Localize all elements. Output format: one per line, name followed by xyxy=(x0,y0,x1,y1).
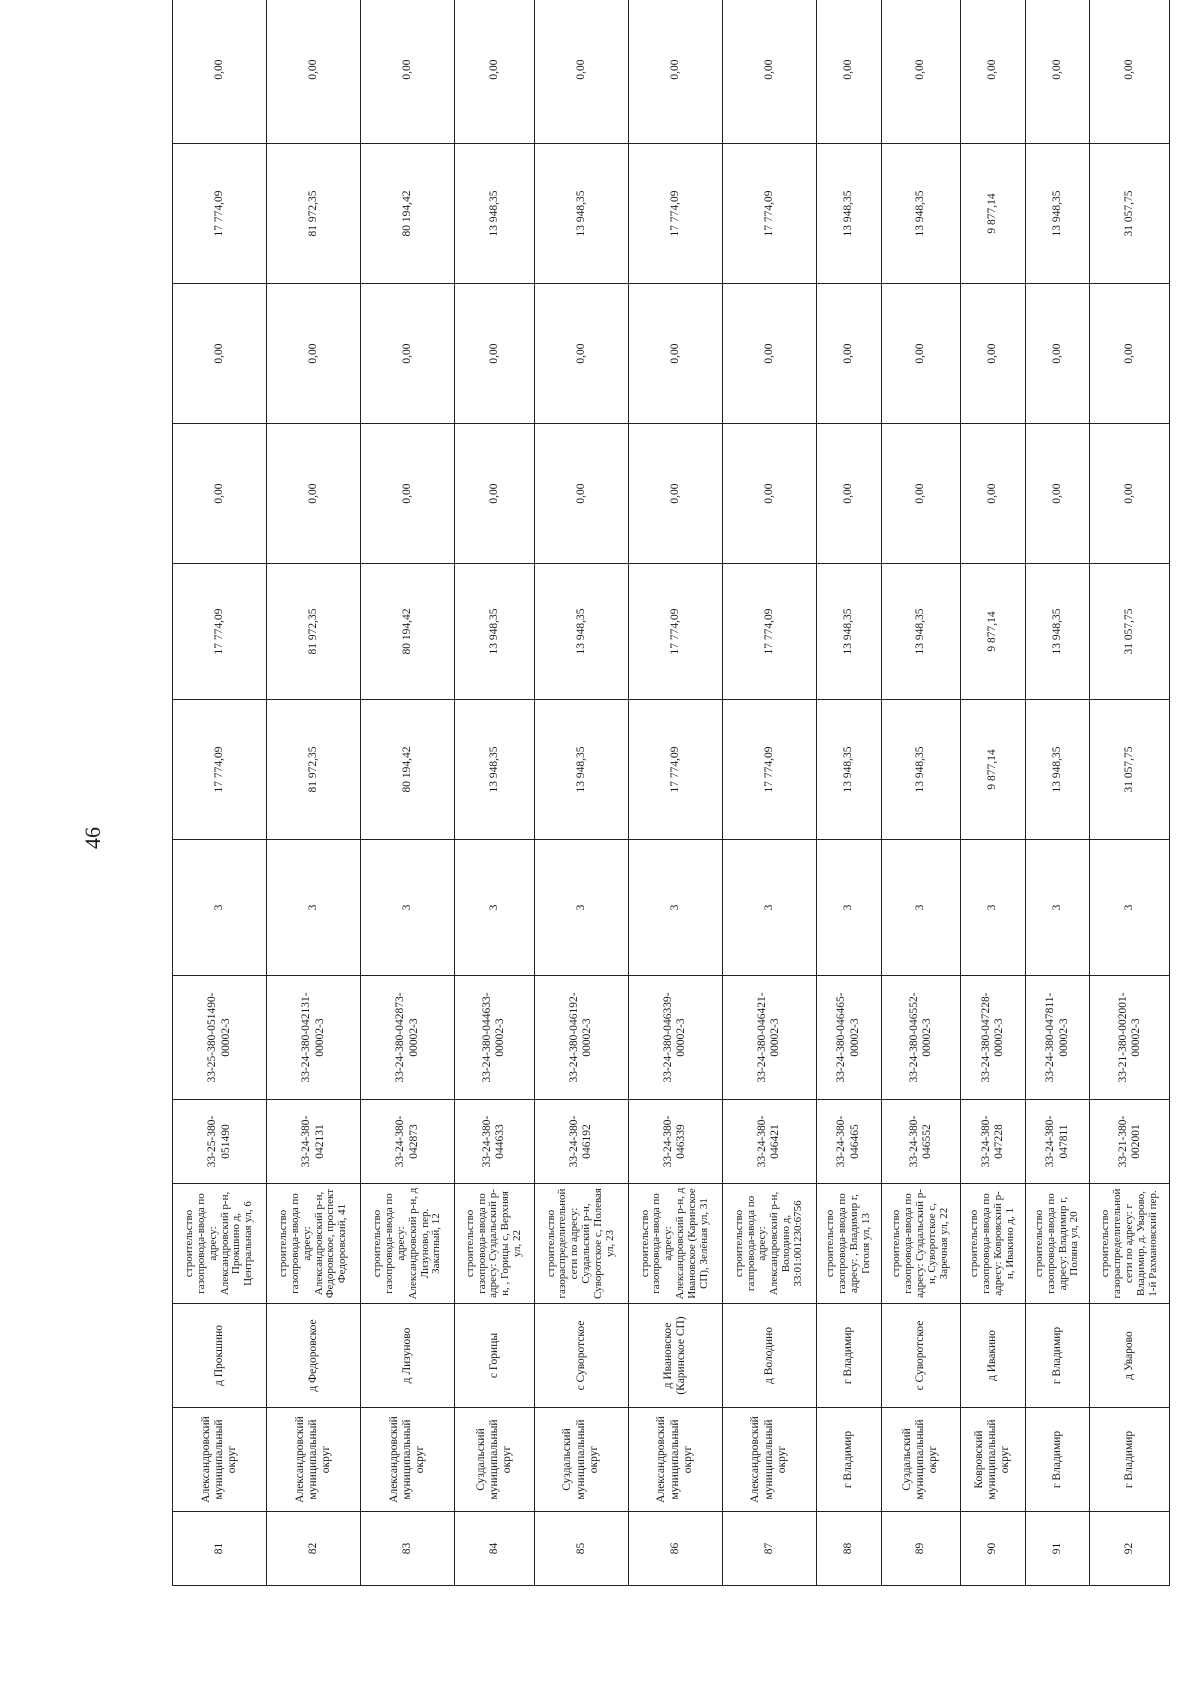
amount-total-cell: 17 774,09 xyxy=(173,700,267,840)
settlement-cell: д Володино xyxy=(722,1304,816,1408)
cadastral-code-cell: 33-25-380-051490 xyxy=(173,1100,267,1184)
amount-col2-cell: 13 948,35 xyxy=(534,564,628,700)
application-number-cell: 33-24-380-046339-00002-3 xyxy=(628,976,722,1100)
address-cell: строительство газораспределительной сети по адресу: г Владимир, д. Уварово, 1-й Рахмановский пер. xyxy=(1090,1184,1170,1304)
settlement-cell: г Владимир xyxy=(816,1304,881,1408)
category-cell: 3 xyxy=(1025,840,1090,976)
amount-col2-cell: 81 972,35 xyxy=(267,564,361,700)
row-number-cell: 82 xyxy=(267,1512,361,1586)
amount-total-cell: 13 948,35 xyxy=(1025,700,1090,840)
category-cell: 3 xyxy=(881,840,960,976)
application-number-cell: 33-24-380-047228-00002-3 xyxy=(960,976,1025,1100)
category-cell: 3 xyxy=(534,840,628,976)
amount-total-cell: 17 774,09 xyxy=(722,700,816,840)
table-row xyxy=(816,0,881,1586)
amount-col3-cell: 0,00 xyxy=(173,424,267,564)
amount-col3-cell: 0,00 xyxy=(455,424,534,564)
settlement-cell: с Горицы xyxy=(455,1304,534,1408)
amount-total-cell: 81 972,35 xyxy=(267,700,361,840)
row-number-cell: 88 xyxy=(816,1512,881,1586)
settlement-cell: д Ивакино xyxy=(960,1304,1025,1408)
amount-total-cell: 80 194,42 xyxy=(361,700,455,840)
district-cell: Ковровский муниципальный округ xyxy=(960,1408,1025,1512)
amount-col6-cell: 0,00 xyxy=(722,0,816,144)
application-number-cell: 33-24-380-046421-00002-3 xyxy=(722,976,816,1100)
amount-col2-cell: 13 948,35 xyxy=(816,564,881,700)
amount-col2-cell: 17 774,09 xyxy=(722,564,816,700)
category-cell: 3 xyxy=(1090,840,1170,976)
application-number-cell: 33-24-380-042131-00002-3 xyxy=(267,976,361,1100)
row-number-cell: 87 xyxy=(722,1512,816,1586)
category-cell: 3 xyxy=(960,840,1025,976)
row-number-cell: 92 xyxy=(1090,1512,1170,1586)
cadastral-code-cell: 33-24-380-042131 xyxy=(267,1100,361,1184)
amount-col6-cell: 0,00 xyxy=(173,0,267,144)
row-number-cell: 91 xyxy=(1025,1512,1090,1586)
registry-table-body xyxy=(173,0,1170,1586)
amount-col4-cell: 0,00 xyxy=(816,284,881,424)
amount-col2-cell: 13 948,35 xyxy=(1025,564,1090,700)
amount-col4-cell: 0,00 xyxy=(534,284,628,424)
amount-col6-cell: 0,00 xyxy=(1090,0,1170,144)
amount-col2-cell: 9 877,14 xyxy=(960,564,1025,700)
address-cell: строительство газопровода-ввода по адресу: Ковровский р-н, Ивакино д, 1 xyxy=(960,1184,1025,1304)
address-cell: строительство газопровода-ввода по адресу: Суздальский р-н, , Горицы с, Верхняя ул, 22 xyxy=(455,1184,534,1304)
table-row xyxy=(173,0,267,1586)
amount-col3-cell: 0,00 xyxy=(722,424,816,564)
amount-col5-cell: 17 774,09 xyxy=(628,144,722,284)
settlement-cell: с Суворотское xyxy=(534,1304,628,1408)
table-row xyxy=(455,0,534,1586)
district-cell: Суздальский муниципальный округ xyxy=(881,1408,960,1512)
district-cell: Суздальский муниципальный округ xyxy=(455,1408,534,1512)
settlement-cell: г Владимир xyxy=(1025,1304,1090,1408)
amount-col4-cell: 0,00 xyxy=(1025,284,1090,424)
amount-col4-cell: 0,00 xyxy=(361,284,455,424)
amount-col6-cell: 0,00 xyxy=(1025,0,1090,144)
address-cell: строительство газопровода-ввода по адресу: Александровский р-н, д Ивановское (Каринское СП), Зелёная ул, 31 xyxy=(628,1184,722,1304)
amount-col5-cell: 13 948,35 xyxy=(455,144,534,284)
district-cell: Александровский муниципальный округ xyxy=(722,1408,816,1512)
amount-col6-cell: 0,00 xyxy=(534,0,628,144)
amount-col3-cell: 0,00 xyxy=(267,424,361,564)
amount-col3-cell: 0,00 xyxy=(960,424,1025,564)
amount-col5-cell: 17 774,09 xyxy=(173,144,267,284)
address-cell: строительство газопровода-ввода по адресу: Александровский р-н, д Лизуново, пер. Закатный, 12 xyxy=(361,1184,455,1304)
cadastral-code-cell: 33-24-380-042873 xyxy=(361,1100,455,1184)
amount-col3-cell: 0,00 xyxy=(816,424,881,564)
amount-col4-cell: 0,00 xyxy=(722,284,816,424)
row-number-cell: 84 xyxy=(455,1512,534,1586)
cadastral-code-cell: 33-24-380-047811 xyxy=(1025,1100,1090,1184)
amount-col4-cell: 0,00 xyxy=(960,284,1025,424)
amount-col2-cell: 80 194,42 xyxy=(361,564,455,700)
table-row xyxy=(628,0,722,1586)
amount-col6-cell: 0,00 xyxy=(455,0,534,144)
district-cell: г Владимир xyxy=(816,1408,881,1512)
amount-col3-cell: 0,00 xyxy=(881,424,960,564)
district-cell: г Владимир xyxy=(1090,1408,1170,1512)
amount-col2-cell: 13 948,35 xyxy=(455,564,534,700)
table-row xyxy=(722,0,816,1586)
amount-col5-cell: 31 057,75 xyxy=(1090,144,1170,284)
amount-col3-cell: 0,00 xyxy=(1090,424,1170,564)
table-row xyxy=(267,0,361,1586)
page-number: 46 xyxy=(80,827,105,849)
address-cell: строительство газопровода-ввода по адресу: Суздальский р-н, Суворотское с, Заречная ул, 22 xyxy=(881,1184,960,1304)
settlement-cell: с Суворотское xyxy=(881,1304,960,1408)
amount-col2-cell: 17 774,09 xyxy=(628,564,722,700)
amount-total-cell: 31 057,75 xyxy=(1090,700,1170,840)
amount-col5-cell: 13 948,35 xyxy=(816,144,881,284)
category-cell: 3 xyxy=(816,840,881,976)
amount-total-cell: 13 948,35 xyxy=(816,700,881,840)
amount-col3-cell: 0,00 xyxy=(361,424,455,564)
settlement-cell: д Уварово xyxy=(1090,1304,1170,1408)
amount-col5-cell: 17 774,09 xyxy=(722,144,816,284)
amount-col3-cell: 0,00 xyxy=(628,424,722,564)
amount-col4-cell: 0,00 xyxy=(881,284,960,424)
address-cell: строительство газпровода-ввода по адресу: Александровский р-н, Володино д, 33:01:001230:6756 xyxy=(722,1184,816,1304)
amount-col6-cell: 0,00 xyxy=(361,0,455,144)
registry-table xyxy=(172,0,1170,1586)
amount-total-cell: 9 877,14 xyxy=(960,700,1025,840)
category-cell: 3 xyxy=(173,840,267,976)
amount-col2-cell: 13 948,35 xyxy=(881,564,960,700)
amount-col5-cell: 13 948,35 xyxy=(881,144,960,284)
amount-col4-cell: 0,00 xyxy=(1090,284,1170,424)
row-number-cell: 90 xyxy=(960,1512,1025,1586)
address-cell: строительство газопровода-ввода по адресу: Александровский р-н, Федоровское, проспект Федоровский, 41 xyxy=(267,1184,361,1304)
cadastral-code-cell: 33-24-380-046552 xyxy=(881,1100,960,1184)
row-number-cell: 89 xyxy=(881,1512,960,1586)
table-row xyxy=(881,0,960,1586)
district-cell: Суздальский муниципальный округ xyxy=(534,1408,628,1512)
district-cell: Александровский муниципальный округ xyxy=(361,1408,455,1512)
amount-col4-cell: 0,00 xyxy=(455,284,534,424)
amount-col5-cell: 9 877,14 xyxy=(960,144,1025,284)
amount-col5-cell: 13 948,35 xyxy=(534,144,628,284)
amount-total-cell: 13 948,35 xyxy=(455,700,534,840)
amount-col5-cell: 80 194,42 xyxy=(361,144,455,284)
application-number-cell: 33-24-380-044633-00002-3 xyxy=(455,976,534,1100)
table-row xyxy=(960,0,1025,1586)
amount-col6-cell: 0,00 xyxy=(881,0,960,144)
amount-col3-cell: 0,00 xyxy=(1025,424,1090,564)
cadastral-code-cell: 33-24-380-046421 xyxy=(722,1100,816,1184)
category-cell: 3 xyxy=(722,840,816,976)
cadastral-code-cell: 33-24-380-047228 xyxy=(960,1100,1025,1184)
category-cell: 3 xyxy=(361,840,455,976)
application-number-cell: 33-24-380-046465-00002-3 xyxy=(816,976,881,1100)
amount-col6-cell: 0,00 xyxy=(960,0,1025,144)
amount-col2-cell: 31 057,75 xyxy=(1090,564,1170,700)
application-number-cell: 33-21-380-002001-00002-3 xyxy=(1090,976,1170,1100)
amount-col6-cell: 0,00 xyxy=(628,0,722,144)
category-cell: 3 xyxy=(267,840,361,976)
settlement-cell: д Федоровское xyxy=(267,1304,361,1408)
table-row xyxy=(1090,0,1170,1586)
category-cell: 3 xyxy=(455,840,534,976)
amount-col4-cell: 0,00 xyxy=(267,284,361,424)
amount-col5-cell: 81 972,35 xyxy=(267,144,361,284)
settlement-cell: д Прокшино xyxy=(173,1304,267,1408)
application-number-cell: 33-24-380-046192-00002-3 xyxy=(534,976,628,1100)
row-number-cell: 85 xyxy=(534,1512,628,1586)
amount-col4-cell: 0,00 xyxy=(173,284,267,424)
table-row xyxy=(534,0,628,1586)
address-cell: строительство газопровода-ввода по адресу: Александровский р-н, Прокшино д, Центральная ул, 6 xyxy=(173,1184,267,1304)
district-cell: г Владимир xyxy=(1025,1408,1090,1512)
amount-col2-cell: 17 774,09 xyxy=(173,564,267,700)
cadastral-code-cell: 33-24-380-046192 xyxy=(534,1100,628,1184)
application-number-cell: 33-24-380-042873-00002-3 xyxy=(361,976,455,1100)
amount-total-cell: 13 948,35 xyxy=(881,700,960,840)
amount-total-cell: 17 774,09 xyxy=(628,700,722,840)
amount-total-cell: 13 948,35 xyxy=(534,700,628,840)
row-number-cell: 86 xyxy=(628,1512,722,1586)
amount-col4-cell: 0,00 xyxy=(628,284,722,424)
table-row xyxy=(361,0,455,1586)
table-row xyxy=(1025,0,1090,1586)
address-cell: строительство газораспределительной сети по адресу: Суздальский р-н, Суворотское с, Полевая ул, 23 xyxy=(534,1184,628,1304)
cadastral-code-cell: 33-24-380-044633 xyxy=(455,1100,534,1184)
settlement-cell: д Лизуново xyxy=(361,1304,455,1408)
application-number-cell: 33-24-380-047811-00002-3 xyxy=(1025,976,1090,1100)
cadastral-code-cell: 33-24-380-046465 xyxy=(816,1100,881,1184)
registry-table-rotated xyxy=(172,59,1170,1586)
settlement-cell: д Ивановское (Каринское СП) xyxy=(628,1304,722,1408)
amount-col3-cell: 0,00 xyxy=(534,424,628,564)
row-number-cell: 83 xyxy=(361,1512,455,1586)
district-cell: Александровский муниципальный округ xyxy=(628,1408,722,1512)
amount-col6-cell: 0,00 xyxy=(816,0,881,144)
district-cell: Александровский муниципальный округ xyxy=(173,1408,267,1512)
application-number-cell: 33-25-380-051490-00002-3 xyxy=(173,976,267,1100)
amount-col5-cell: 13 948,35 xyxy=(1025,144,1090,284)
category-cell: 3 xyxy=(628,840,722,976)
cadastral-code-cell: 33-24-380-046339 xyxy=(628,1100,722,1184)
address-cell: строительство газопровода-ввода по адресу: Владимир г, Поляна ул, 20 xyxy=(1025,1184,1090,1304)
address-cell: строительство газопровода-ввода по адресу: , Владимир г, Гоголя ул, 13 xyxy=(816,1184,881,1304)
application-number-cell: 33-24-380-046552-00002-3 xyxy=(881,976,960,1100)
row-number-cell: 81 xyxy=(173,1512,267,1586)
district-cell: Александровский муниципальный округ xyxy=(267,1408,361,1512)
amount-col6-cell: 0,00 xyxy=(267,0,361,144)
cadastral-code-cell: 33-21-380-002001 xyxy=(1090,1100,1170,1184)
